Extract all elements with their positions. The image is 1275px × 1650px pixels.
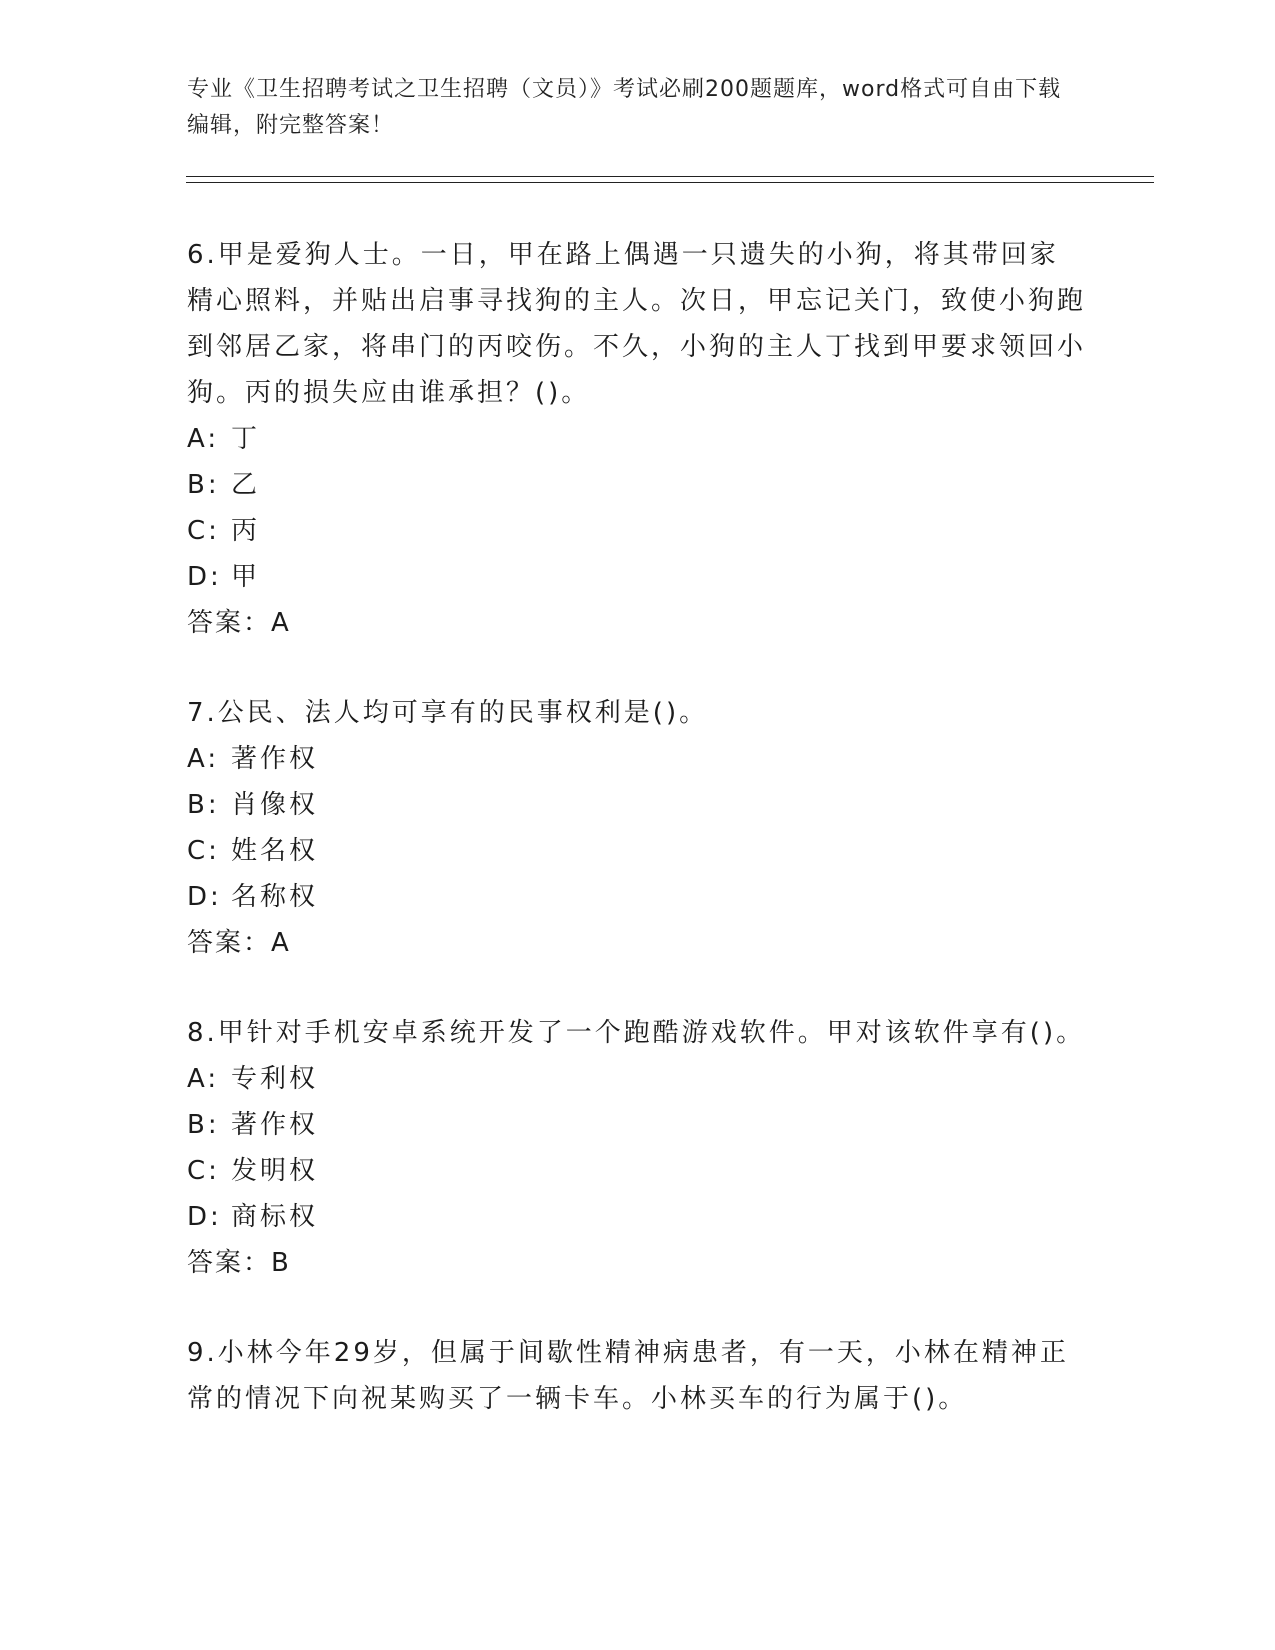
- answer-label: 答案：: [187, 928, 272, 958]
- option-letter: D:: [187, 1202, 222, 1232]
- option-letter: B:: [187, 470, 220, 500]
- question-list: [187, 232, 1087, 1422]
- option-text: 肖像权: [231, 790, 319, 820]
- answer-value: A: [271, 928, 291, 958]
- question-stem: 6.甲是爱狗人士。一日，甲在路上偶遇一只遗失的小狗，将其带回家精心照料，并贴出启事寻找狗的主人。次日，甲忘记关门，致使小狗跑到邻居乙家，将串门的丙咬伤。不久，小狗的主人丁找到甲要求领回小狗。丙的损失应由谁承担？()。: [187, 240, 1087, 408]
- question-9: [187, 1330, 1087, 1422]
- option-text: 著作权: [231, 1110, 319, 1140]
- option-d: [187, 874, 1087, 920]
- answer-line: [187, 1240, 1087, 1286]
- option-text: 乙: [231, 470, 261, 500]
- option-a: [187, 1056, 1087, 1102]
- question-7: [187, 690, 1087, 966]
- option-letter: C:: [187, 836, 220, 866]
- option-b: [187, 782, 1087, 828]
- option-letter: A:: [187, 744, 220, 774]
- option-text: 著作权: [231, 744, 319, 774]
- option-c: [187, 508, 1087, 554]
- option-letter: D:: [187, 882, 222, 912]
- option-a: [187, 736, 1087, 782]
- answer-line: [187, 600, 1087, 646]
- option-letter: A:: [187, 424, 220, 454]
- header-divider-top: [186, 176, 1154, 177]
- question-8: [187, 1010, 1087, 1286]
- option-a: [187, 416, 1087, 462]
- option-text: 名称权: [231, 882, 319, 912]
- option-letter: A:: [187, 1064, 220, 1094]
- option-letter: C:: [187, 1156, 220, 1186]
- document-header: 专业《卫生招聘考试之卫生招聘（文员）》考试必刷200题题库，word格式可自由下载编辑，附完整答案！: [187, 77, 1062, 138]
- option-letter: B:: [187, 790, 220, 820]
- option-text: 发明权: [231, 1156, 319, 1186]
- question-stem: 8.甲针对手机安卓系统开发了一个跑酷游戏软件。甲对该软件享有()。: [187, 1018, 1086, 1048]
- option-letter: B:: [187, 1110, 220, 1140]
- option-text: 丙: [231, 516, 261, 546]
- question-6: [187, 232, 1087, 646]
- option-text: 甲: [231, 562, 261, 592]
- question-stem: 7.公民、法人均可享有的民事权利是()。: [187, 698, 709, 728]
- option-text: 姓名权: [231, 836, 319, 866]
- option-text: 商标权: [231, 1202, 319, 1232]
- answer-label: 答案：: [187, 608, 272, 638]
- option-d: [187, 554, 1087, 600]
- option-c: [187, 828, 1087, 874]
- header-divider-bottom: [186, 182, 1154, 183]
- answer-label: 答案：: [187, 1248, 272, 1278]
- option-b: [187, 1102, 1087, 1148]
- answer-value: B: [271, 1248, 291, 1278]
- option-d: [187, 1194, 1087, 1240]
- answer-value: A: [271, 608, 291, 638]
- answer-line: [187, 920, 1087, 966]
- option-c: [187, 1148, 1087, 1194]
- option-text: 丁: [231, 424, 261, 454]
- option-b: [187, 462, 1087, 508]
- option-text: 专利权: [231, 1064, 319, 1094]
- question-stem: 9.小林今年29岁，但属于间歇性精神病患者，有一天，小林在精神正常的情况下向祝某购买了一辆卡车。小林买车的行为属于()。: [187, 1338, 1069, 1414]
- option-letter: C:: [187, 516, 220, 546]
- option-letter: D:: [187, 562, 222, 592]
